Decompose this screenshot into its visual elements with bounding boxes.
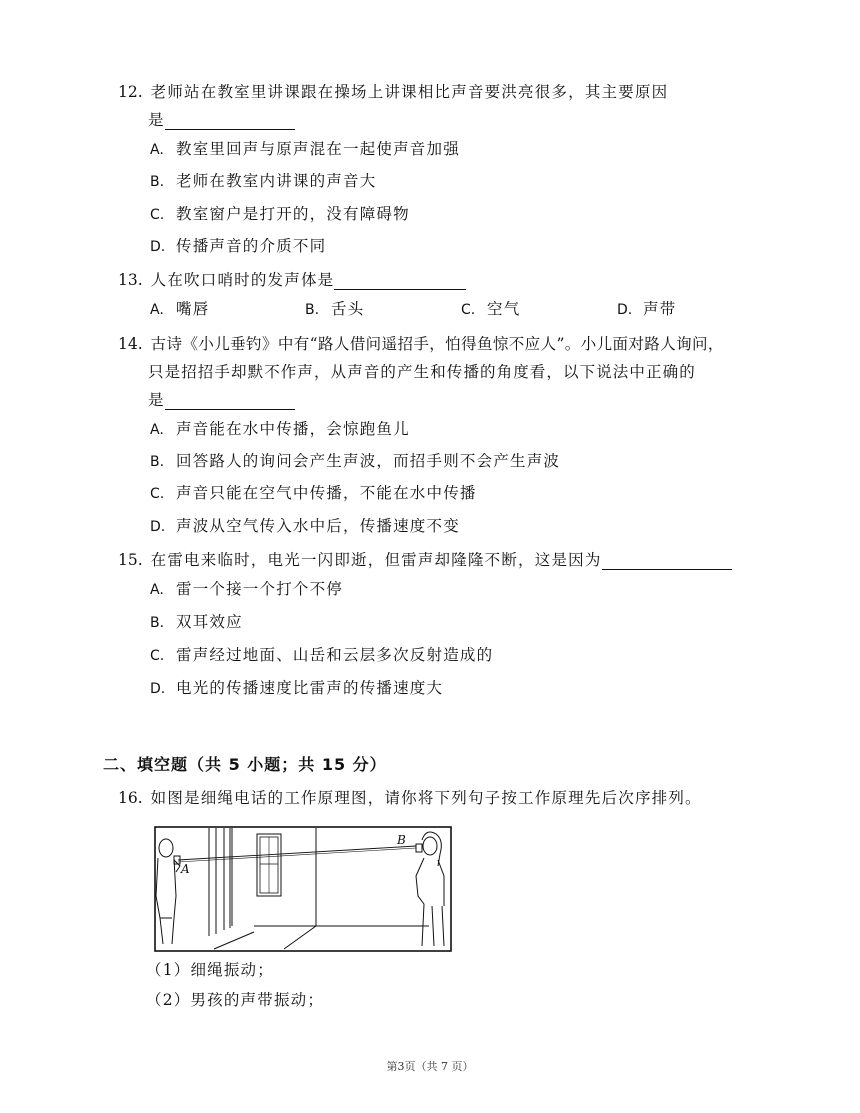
option-b[interactable]: B. 舌头 xyxy=(305,300,365,318)
question-15 xyxy=(118,550,798,570)
question-16 xyxy=(118,788,798,808)
question-text: 如图是细绳电话的工作原理图，请你将下列句子按工作原理先后次序排列。 xyxy=(150,789,702,807)
question-text-cont: 是 xyxy=(148,111,165,129)
option-b[interactable]: B. 老师在教室内讲课的声音大 xyxy=(150,172,377,190)
option-c[interactable]: C. 声音只能在空气中传播，不能在水中传播 xyxy=(150,484,477,502)
option-a[interactable]: A. 嘴唇 xyxy=(150,300,210,318)
option-d[interactable]: D. 声带 xyxy=(617,300,677,318)
question-14-line2: 只是招招手却默不作声，从声音的产生和传播的角度看，以下说法中正确的 xyxy=(148,363,696,381)
list-item: （1）细绳振动； xyxy=(146,961,274,979)
question-13 xyxy=(118,270,778,290)
question-14-continuation xyxy=(148,390,295,410)
question-text: 在雷电来临时，电光一闪即逝，但雷声却隆隆不断，这是因为 xyxy=(150,551,602,569)
option-d[interactable]: D. 传播声音的介质不同 xyxy=(150,237,327,255)
option-c[interactable]: C. 教室窗户是打开的，没有障碍物 xyxy=(150,205,410,223)
option-b[interactable]: B. 回答路人的询问会产生声波，而招手则不会产生声波 xyxy=(150,452,561,470)
option-a[interactable]: A. 雷一个接一个打个不停 xyxy=(150,580,344,598)
list-item: （2）男孩的声带振动； xyxy=(146,991,325,1009)
question-number: 15. xyxy=(118,551,143,569)
section-heading: 二、填空题（共 5 小题；共 15 分） xyxy=(103,755,387,774)
option-c[interactable]: C. 空气 xyxy=(461,300,521,318)
question-number: 14. xyxy=(118,335,143,353)
question-number: 16. xyxy=(118,789,143,807)
label-a: A xyxy=(181,862,190,876)
string-telephone-figure xyxy=(154,826,452,952)
question-text: 人在吹口哨时的发声体是 xyxy=(150,271,335,289)
answer-blank[interactable] xyxy=(602,553,732,570)
answer-blank[interactable] xyxy=(165,393,295,410)
answer-blank[interactable] xyxy=(334,273,466,290)
question-text: 古诗《小儿垂钓》中有“路人借问遥招手，怕得鱼惊不应人”。小儿面对路人询问， xyxy=(150,335,724,353)
option-d[interactable]: D. 电光的传播速度比雷声的传播速度大 xyxy=(150,679,444,697)
option-a[interactable]: A. 教室里回声与原声混在一起使声音加强 xyxy=(150,140,460,158)
label-b: B xyxy=(397,833,406,847)
option-b[interactable]: B. 双耳效应 xyxy=(150,613,243,631)
question-number: 13. xyxy=(118,271,143,289)
question-text: 老师站在教室里讲课跟在操场上讲课相比声音要洪亮很多，其主要原因 xyxy=(150,83,669,101)
option-a[interactable]: A. 声音能在水中传播，会惊跑鱼儿 xyxy=(150,420,410,438)
question-number: 12. xyxy=(118,83,143,101)
answer-blank[interactable] xyxy=(165,113,295,130)
question-12 xyxy=(118,82,778,102)
question-text-cont: 是 xyxy=(148,391,165,409)
question-14 xyxy=(118,334,798,354)
option-c[interactable]: C. 雷声经过地面、山岳和云层多次反射造成的 xyxy=(150,646,494,664)
question-12-continuation xyxy=(148,110,295,130)
page-footer: 第3页（共 7 页） xyxy=(386,1060,474,1073)
option-d[interactable]: D. 声波从空气传入水中后，传播速度不变 xyxy=(150,517,460,535)
